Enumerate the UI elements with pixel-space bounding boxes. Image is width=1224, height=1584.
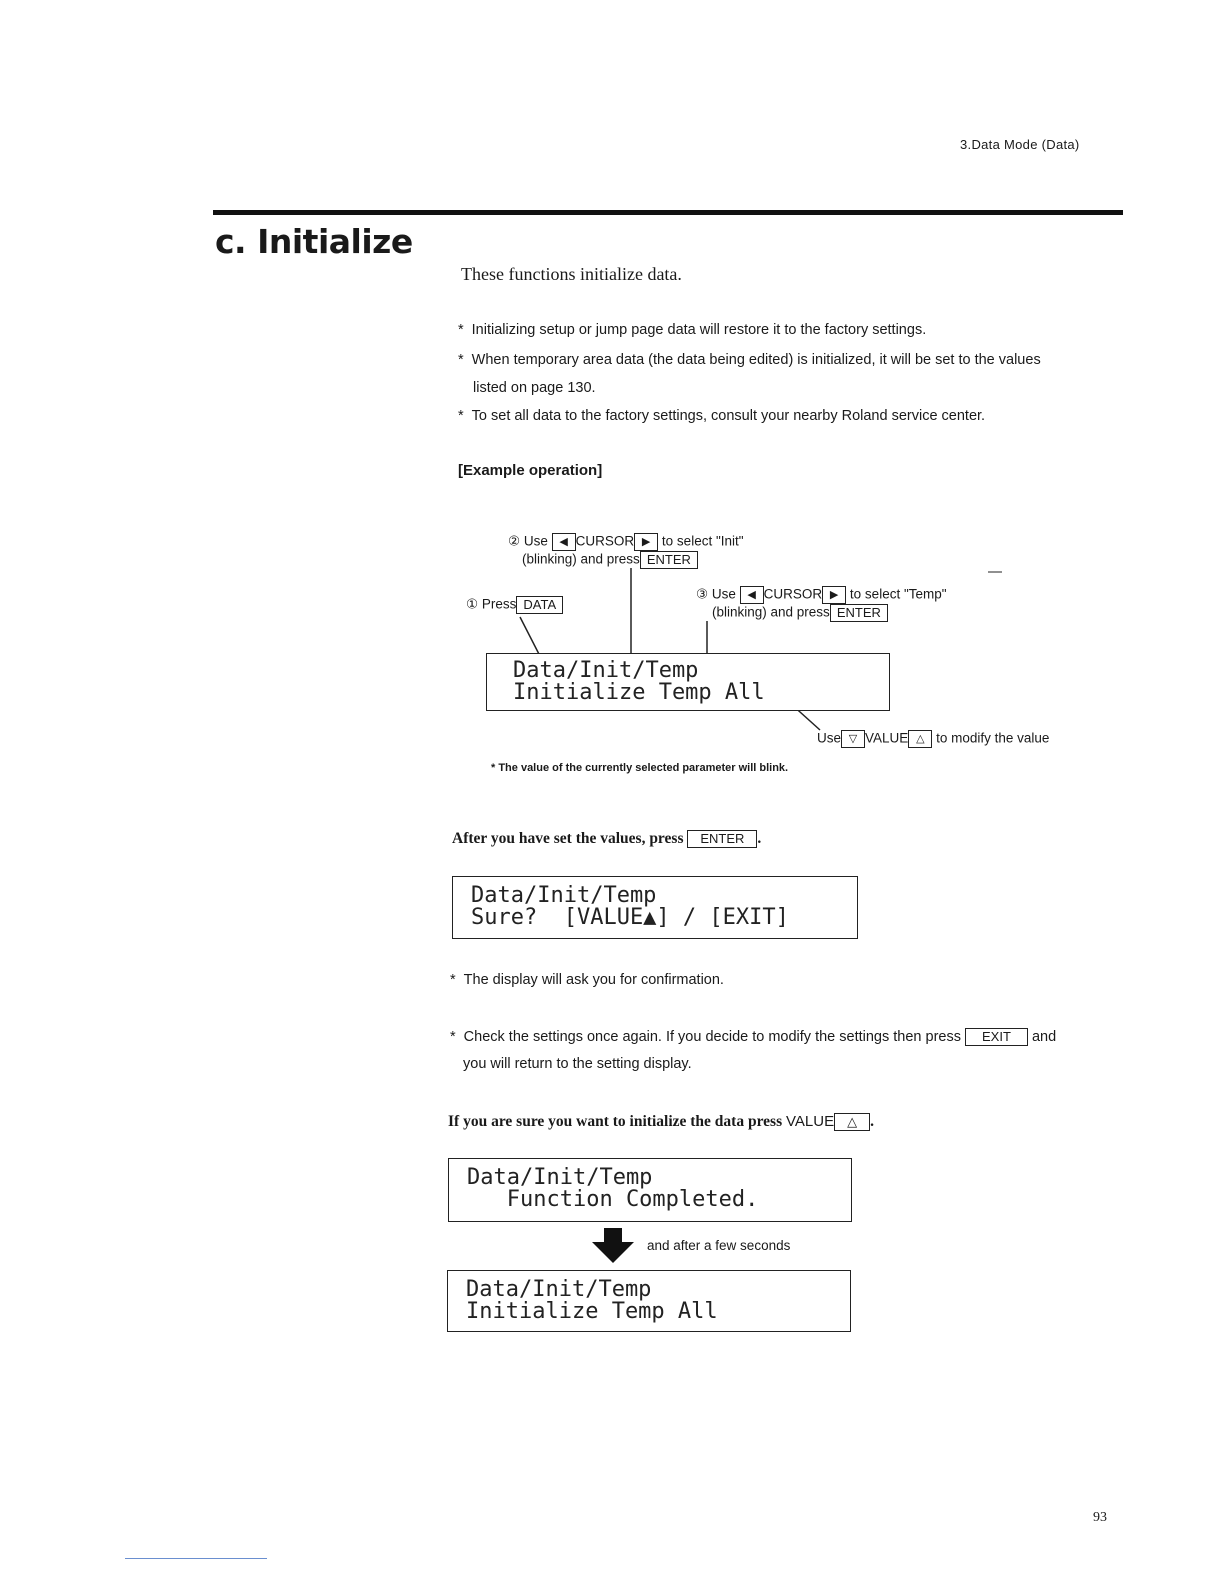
step3-instruction: ③ Use ◀ CURSOR ▶ to select "Temp" xyxy=(696,586,947,604)
blink-note: * The value of the currently selected parameter will blink. xyxy=(491,762,789,774)
lcd-line-1: Data/Init/Temp xyxy=(467,1165,653,1190)
lcd-display-completed xyxy=(448,1158,852,1222)
enter-key: ENTER xyxy=(830,604,888,622)
up-triangle-icon: △ xyxy=(834,1113,870,1131)
after-few-seconds: and after a few seconds xyxy=(647,1238,791,1253)
lcd-display-confirm xyxy=(452,876,858,939)
down-arrow-icon xyxy=(590,1228,636,1264)
step2-instruction-line2: (blinking) and press ENTER xyxy=(522,551,698,569)
section-header: 3.Data Mode (Data) xyxy=(960,137,1080,152)
step2-instruction: ② Use ◀ CURSOR ▶ to select "Init" xyxy=(508,533,744,551)
data-key: DATA xyxy=(516,596,563,614)
sure-text: If you are sure you want to initialize the data press VALUE △ . xyxy=(448,1113,874,1130)
note-factory: * To set all data to the factory settings, consult your nearby Roland service center. xyxy=(458,408,986,424)
right-arrow-icon: ▶ xyxy=(634,533,658,551)
note-temporary-cont: listed on page 130. xyxy=(473,380,596,396)
confirm-note: * The display will ask you for confirmation. xyxy=(450,972,724,988)
example-heading: [Example operation] xyxy=(458,462,603,479)
step3-instruction-line2: (blinking) and press ENTER xyxy=(712,604,888,622)
after-set-text: After you have set the values, press ENTER . xyxy=(452,830,762,847)
lcd-display-final xyxy=(447,1270,851,1332)
value-instruction: Use ▽ VALUE △ to modify the value xyxy=(817,730,1049,748)
footer-line xyxy=(125,1558,267,1559)
page-number: 93 xyxy=(1093,1510,1107,1525)
lcd-line-2: Function Completed. xyxy=(467,1187,759,1212)
step1-instruction: ① Press DATA xyxy=(466,596,563,614)
lcd-line-2: Sure? [VALUE▲] / [EXIT] xyxy=(471,905,789,930)
left-arrow-icon: ◀ xyxy=(552,533,576,551)
left-arrow-icon: ◀ xyxy=(740,586,764,604)
check-note-cont: you will return to the setting display. xyxy=(463,1056,692,1072)
lcd-line-2: Initialize Temp All xyxy=(513,680,765,705)
page-title: c. Initialize xyxy=(215,222,413,261)
lcd-line-1: Data/Init/Temp xyxy=(466,1277,652,1302)
right-arrow-icon: ▶ xyxy=(822,586,846,604)
intro-text: These functions initialize data. xyxy=(461,264,682,284)
lcd-line-2: Initialize Temp All xyxy=(466,1299,718,1324)
up-triangle-icon: △ xyxy=(908,730,932,748)
note-temporary: * When temporary area data (the data being edited) is initialized, it will be set to the values xyxy=(458,352,1041,368)
lcd-line-1: Data/Init/Temp xyxy=(471,883,657,908)
down-triangle-icon: ▽ xyxy=(841,730,865,748)
check-note: * Check the settings once again. If you decide to modify the settings then press EXIT and xyxy=(450,1028,1057,1045)
note-initializing: * Initializing setup or jump page data will restore it to the factory settings. xyxy=(458,322,927,338)
enter-key: ENTER xyxy=(687,830,757,848)
exit-key: EXIT xyxy=(965,1028,1028,1046)
enter-key: ENTER xyxy=(640,551,698,569)
lcd-display-1 xyxy=(486,653,890,711)
lcd-line-1: Data/Init/Temp xyxy=(513,658,699,683)
